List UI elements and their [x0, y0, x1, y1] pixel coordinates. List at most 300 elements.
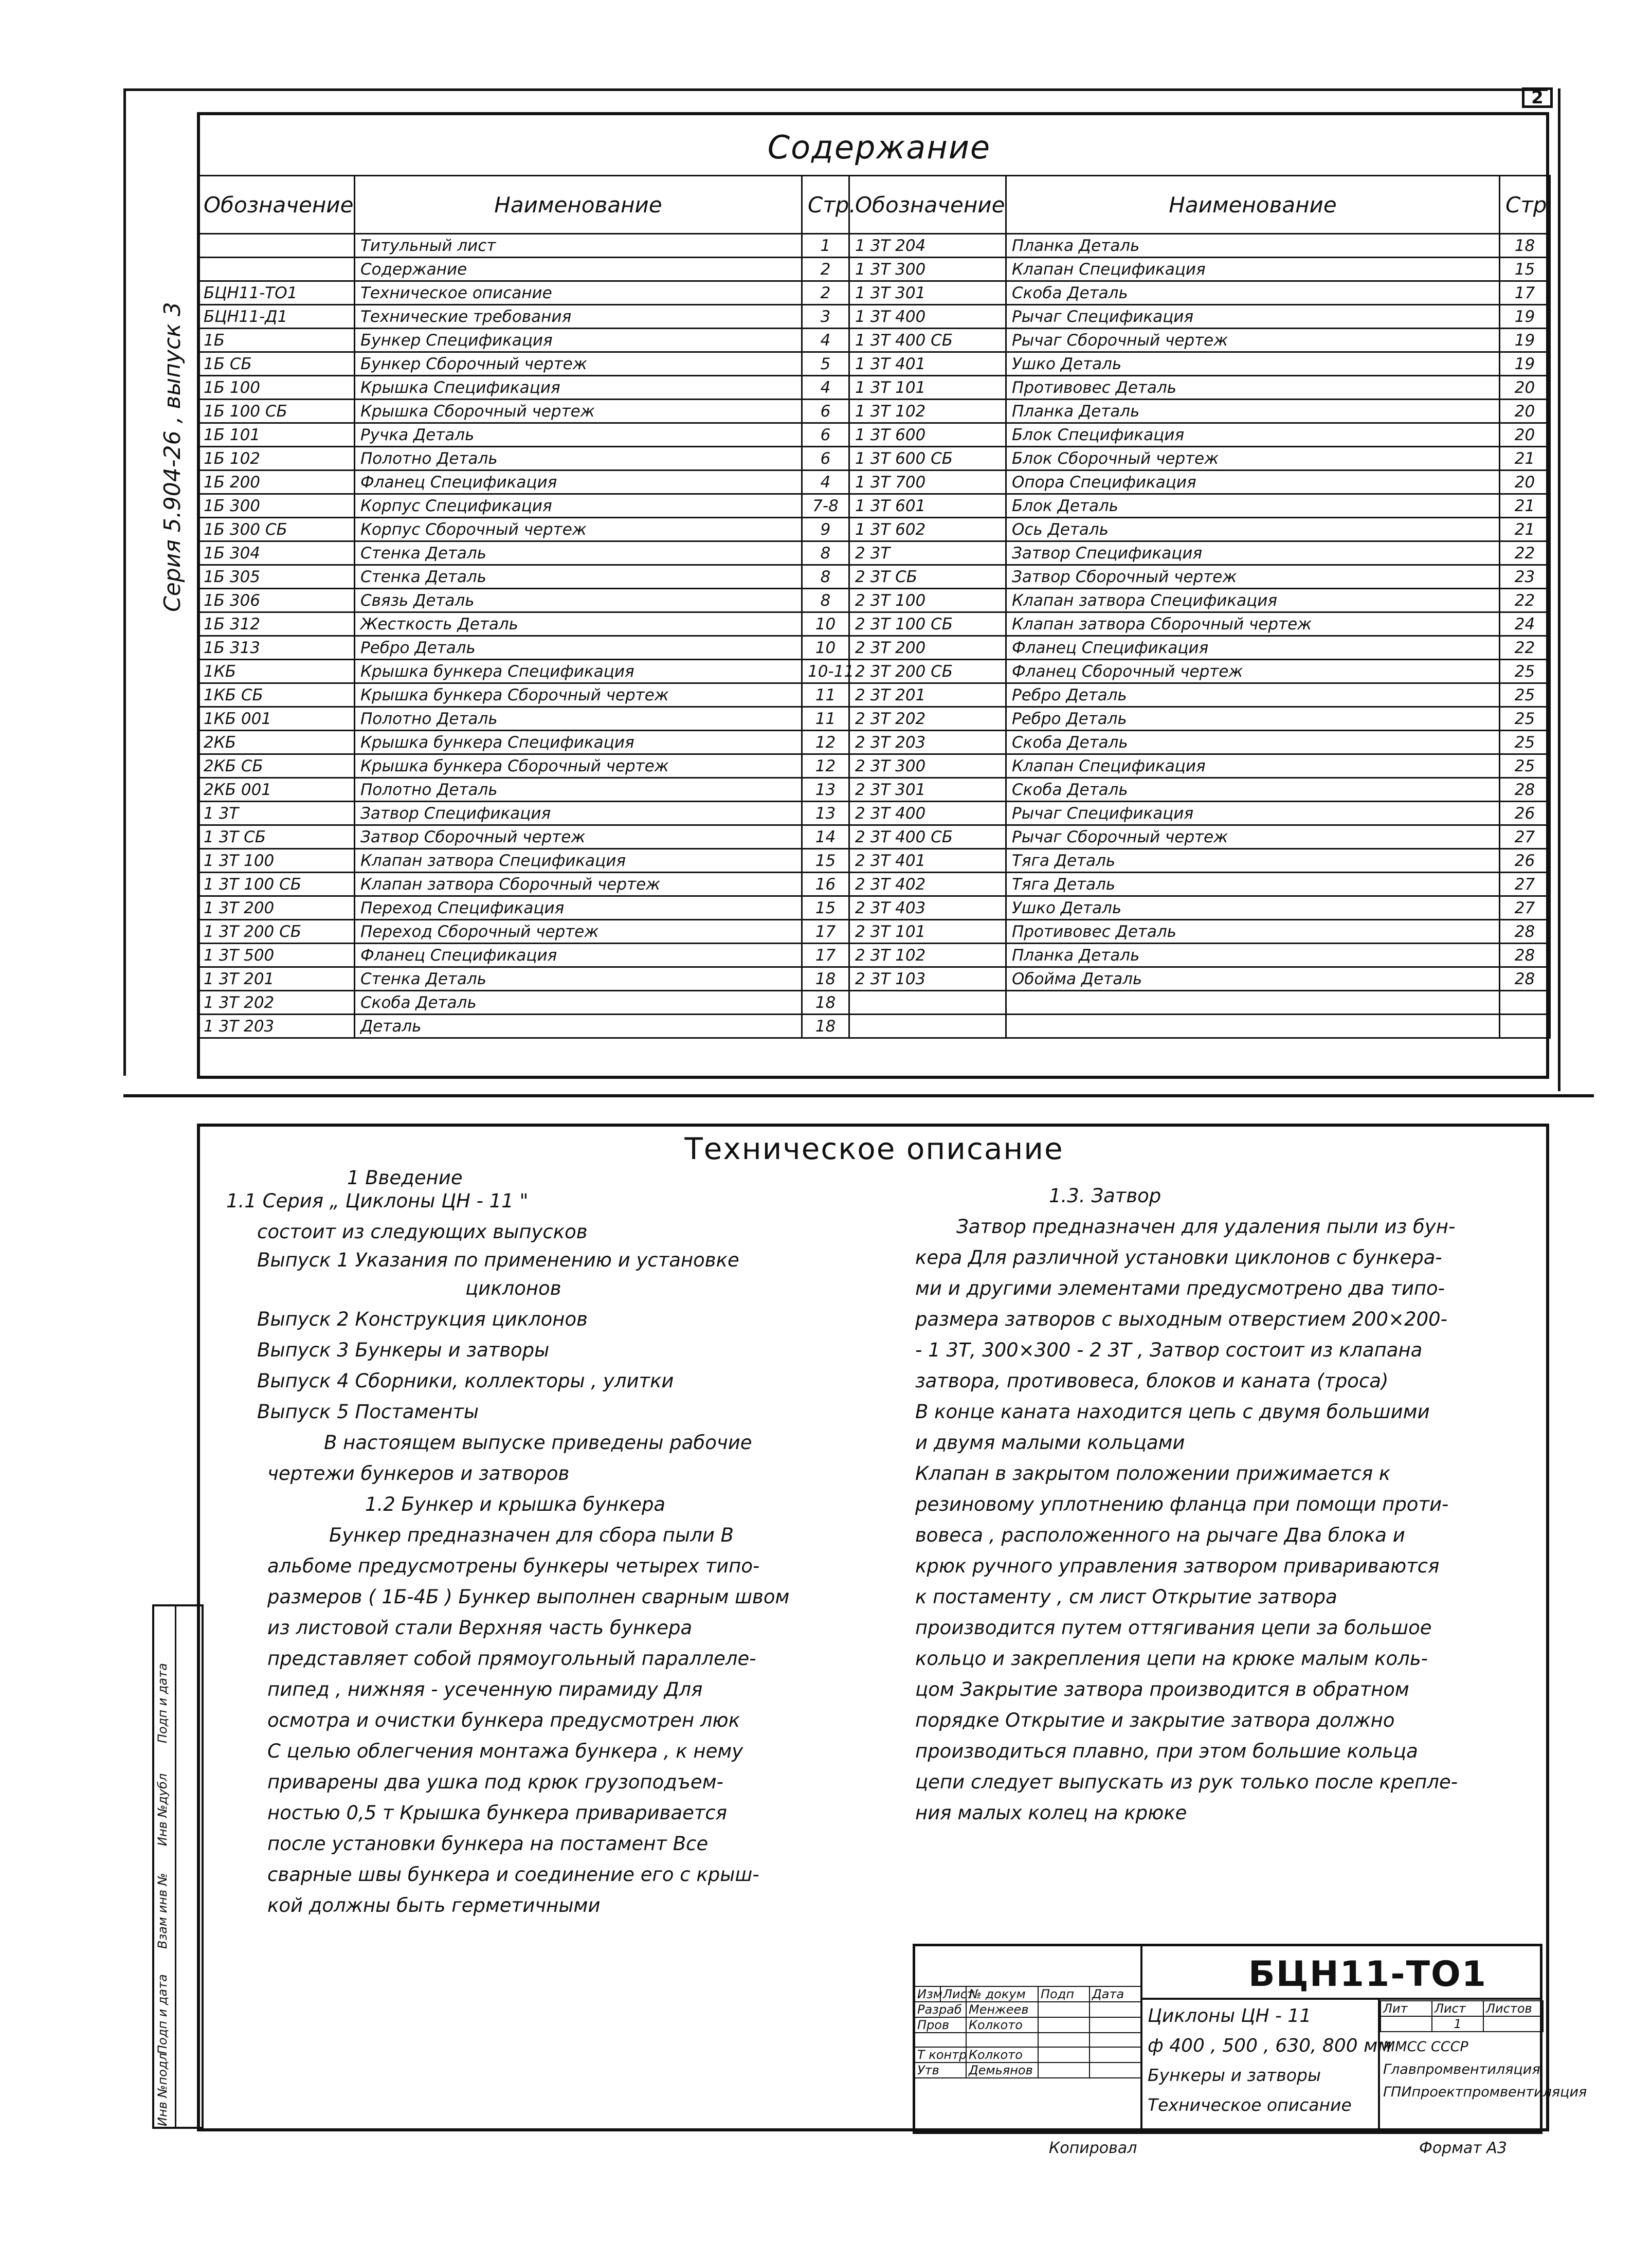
text-line: Выпуск 1 Указания по применению и установке [257, 1249, 739, 1271]
text-line: состоит из следующих выпусков [257, 1221, 588, 1243]
row-page: 4 [802, 376, 849, 400]
row-code: 1КБ СБ [198, 683, 355, 707]
row-name: Скоба Деталь [1006, 281, 1500, 305]
organization-line: ГПИпроектпромвентиляция [1383, 2084, 1587, 2100]
contents-row [198, 376, 1550, 400]
row-code: 1Б 100 СБ [198, 400, 355, 423]
row-name: Фланец Спецификация [1006, 636, 1500, 660]
row-name: Ребро Деталь [355, 636, 802, 660]
row-name: Клапан затвора Спецификация [1006, 589, 1500, 612]
row-code: 2 3Т 402 [849, 873, 1006, 896]
row-page: 20 [1500, 376, 1550, 400]
header-designation: Обозначение [198, 176, 355, 234]
row-code: 2 3Т 300 [849, 754, 1006, 778]
row-name: Титульный лист [355, 234, 802, 258]
title-block-hline [1141, 1998, 1542, 2000]
row-code: 2 3Т 101 [849, 920, 1006, 944]
contents-row [198, 778, 1550, 802]
side-stamp-label: Инв №дубл [155, 1773, 170, 1846]
row-page: 12 [802, 731, 849, 754]
row-code: 2 3Т 100 [849, 589, 1006, 612]
text-line: кера Для различной установки циклонов с бункера- [915, 1246, 1442, 1269]
section-heading: 1 Введение [347, 1167, 463, 1189]
stage-label: Лит [1381, 2001, 1432, 2016]
signature-mark [1038, 2047, 1090, 2063]
contents-row [198, 683, 1550, 707]
row-code: 1 3Т 301 [849, 281, 1006, 305]
text-line: производится путем оттягивания цепи за большое [915, 1617, 1432, 1639]
row-code: 2 3Т 401 [849, 849, 1006, 873]
row-code: 1 3Т 200 СБ [198, 920, 355, 944]
row-page: 7-8 [802, 494, 849, 518]
row-code [198, 258, 355, 281]
signature-head-cell: Изм [915, 1986, 940, 2002]
row-name: Рычаг Сборочный чертеж [1006, 329, 1500, 352]
contents-row [198, 967, 1550, 991]
row-page: 18 [1500, 234, 1550, 258]
row-page: 14 [802, 825, 849, 849]
text-line: 1.1 Серия „ Циклоны ЦН - 11 " [226, 1190, 529, 1212]
side-stamp-label: Взам инв № [155, 1873, 170, 1949]
row-name: Бункер Сборочный чертеж [355, 352, 802, 376]
contents-row [198, 825, 1550, 849]
row-page: 25 [1500, 660, 1550, 683]
row-page: 25 [1500, 731, 1550, 754]
row-page [1500, 1015, 1550, 1038]
row-name: Стенка Деталь [355, 565, 802, 589]
side-stamp-label: Инв №подл [155, 2053, 170, 2126]
row-page: 26 [1500, 802, 1550, 825]
contents-row [198, 920, 1550, 944]
row-code: 1Б 304 [198, 541, 355, 565]
row-code: 1 3Т 203 [198, 1015, 355, 1038]
row-page: 5 [802, 352, 849, 376]
row-code: 1 3Т 100 [198, 849, 355, 873]
row-name: Клапан затвора Сборочный чертеж [355, 873, 802, 896]
contents-row [198, 873, 1550, 896]
row-name: Деталь [355, 1015, 802, 1038]
row-page: 15 [1500, 258, 1550, 281]
text-line: Затвор предназначен для удаления пыли из бун- [956, 1216, 1456, 1238]
row-page: 21 [1500, 518, 1550, 541]
row-name: Блок Сборочный чертеж [1006, 447, 1500, 471]
row-page: 11 [802, 683, 849, 707]
header-name-2: Наименование [1006, 176, 1500, 234]
text-line: чертежи бункеров и затворов [267, 1462, 570, 1485]
copied-label: Копировал [1049, 2139, 1137, 2157]
row-name: Противовес Деталь [1006, 920, 1500, 944]
row-code: 1Б 100 [198, 376, 355, 400]
row-code: 1 3Т 101 [849, 376, 1006, 400]
signature-person [966, 2033, 1038, 2047]
signature-head-cell: Дата [1090, 1986, 1141, 2002]
contents-row [198, 423, 1550, 447]
contents-row [198, 518, 1550, 541]
text-line: крюк ручного управления затвором привариваются [915, 1555, 1440, 1577]
row-page: 6 [802, 423, 849, 447]
text-line: резиновому уплотнению фланца при помощи проти- [915, 1493, 1449, 1515]
text-line: представляет собой прямоугольный параллеле- [267, 1648, 756, 1670]
row-code [849, 991, 1006, 1015]
header-page: Стр. [802, 176, 849, 234]
signature-head-cell: Подп [1038, 1986, 1090, 2002]
row-page: 20 [1500, 471, 1550, 494]
row-page: 22 [1500, 636, 1550, 660]
row-page: 25 [1500, 707, 1550, 731]
row-page: 28 [1500, 920, 1550, 944]
row-page: 16 [802, 873, 849, 896]
row-code: 1 3Т 202 [198, 991, 355, 1015]
row-page: 26 [1500, 849, 1550, 873]
row-page: 27 [1500, 873, 1550, 896]
row-code: 1Б 200 [198, 471, 355, 494]
contents-row [198, 565, 1550, 589]
row-page: 8 [802, 565, 849, 589]
header-name: Наименование [355, 176, 802, 234]
section-separator [123, 1094, 1594, 1097]
sheets-value [1483, 2016, 1543, 2032]
row-code: 1 3Т 400 СБ [849, 329, 1006, 352]
text-line: циклонов [465, 1277, 561, 1299]
row-code: 1Б 101 [198, 423, 355, 447]
text-line: размера затворов с выходным отверстием 200×200- [915, 1308, 1448, 1330]
row-code: 1 3Т 200 [198, 896, 355, 920]
signature-role [915, 2033, 966, 2047]
description-title: Техническое описание [684, 1131, 1064, 1166]
row-code: 1КБ [198, 660, 355, 683]
row-code: 1 3Т 600 [849, 423, 1006, 447]
text-line: альбоме предусмотрены бункеры четырех типо- [267, 1555, 760, 1577]
row-name: Затвор Сборочный чертеж [1006, 565, 1500, 589]
row-name: Клапан затвора Спецификация [355, 849, 802, 873]
contents-table [197, 175, 1551, 1039]
row-name: Затвор Сборочный чертеж [355, 825, 802, 849]
signature-body [915, 1986, 1141, 2078]
contents-row [198, 281, 1550, 305]
row-code: 2 3Т СБ [849, 565, 1006, 589]
signature-date [1090, 2047, 1141, 2063]
row-page: 17 [802, 920, 849, 944]
sheet-value: 1 [1432, 2016, 1483, 2032]
row-name: Ручка Деталь [355, 423, 802, 447]
row-code: 1 3Т 500 [198, 944, 355, 967]
text-line: вовеса , расположенного на рычаге Два блока и [915, 1524, 1405, 1546]
row-name: Крышка бункера Спецификация [355, 660, 802, 683]
row-code: 1Б 300 [198, 494, 355, 518]
text-line: ми и другими элементами предусмотрено два типо- [915, 1277, 1445, 1299]
row-page: 24 [1500, 612, 1550, 636]
row-name: Ушко Деталь [1006, 896, 1500, 920]
text-line: В конце каната находится цепь с двумя большими [915, 1401, 1430, 1423]
row-page: 21 [1500, 447, 1550, 471]
row-name: Связь Деталь [355, 589, 802, 612]
signature-person: Колкото [966, 2017, 1038, 2033]
contents-row [198, 731, 1550, 754]
row-name: Затвор Спецификация [355, 802, 802, 825]
row-name: Жесткость Деталь [355, 612, 802, 636]
text-line: из листовой стали Верхняя часть бункера [267, 1617, 693, 1639]
row-page: 15 [802, 896, 849, 920]
row-name: Опора Спецификация [1006, 471, 1500, 494]
contents-row [198, 849, 1550, 873]
row-name: Стенка Деталь [355, 967, 802, 991]
signature-role: Утв [915, 2063, 966, 2078]
contents-row [198, 494, 1550, 518]
row-page: 2 [802, 258, 849, 281]
row-page: 12 [802, 754, 849, 778]
row-page: 10 [802, 636, 849, 660]
row-code: 1 3Т 700 [849, 471, 1006, 494]
text-line: пипед , нижняя - усеченную пирамиду Для [267, 1678, 703, 1701]
row-name: Обойма Деталь [1006, 967, 1500, 991]
side-stamp-label: Подп и дата [155, 1974, 170, 2054]
row-name: Блок Деталь [1006, 494, 1500, 518]
row-page: 11 [802, 707, 849, 731]
row-name: Техническое описание [355, 281, 802, 305]
row-name: Содержание [355, 258, 802, 281]
row-page: 4 [802, 329, 849, 352]
organization-line: ММСС СССР [1383, 2039, 1468, 2055]
row-page: 18 [802, 1015, 849, 1038]
row-name: Скоба Деталь [355, 991, 802, 1015]
row-name: Крышка бункера Спецификация [355, 731, 802, 754]
row-code: 1 3Т [198, 802, 355, 825]
row-page: 6 [802, 400, 849, 423]
contents-row [198, 352, 1550, 376]
row-page: 19 [1500, 352, 1550, 376]
contents-row [198, 471, 1550, 494]
signature-head-cell: Лист [940, 1986, 966, 2002]
row-code: 1Б 305 [198, 565, 355, 589]
row-name: Полотно Деталь [355, 707, 802, 731]
row-code: 1 3Т СБ [198, 825, 355, 849]
frame-right-line [1558, 88, 1560, 1091]
row-code: 1КБ 001 [198, 707, 355, 731]
header-page-2: Стр [1500, 176, 1550, 234]
row-name: Бункер Спецификация [355, 329, 802, 352]
header-designation-2: Обозначение [849, 176, 1006, 234]
row-name: Клапан Спецификация [1006, 258, 1500, 281]
text-line: производиться плавно, при этом большие кольца [915, 1740, 1418, 1762]
row-page: 4 [802, 471, 849, 494]
row-code [849, 1015, 1006, 1038]
row-code [198, 234, 355, 258]
signature-role: Пров [915, 2017, 966, 2033]
row-code: 2 3Т 201 [849, 683, 1006, 707]
contents-row [198, 612, 1550, 636]
page-number: 2 [1522, 87, 1553, 108]
row-page: 25 [1500, 683, 1550, 707]
row-page: 28 [1500, 944, 1550, 967]
row-page: 6 [802, 447, 849, 471]
row-name [1006, 1015, 1500, 1038]
text-line: к постаменту , см лист Открытие затвора [915, 1586, 1337, 1608]
row-page: 23 [1500, 565, 1550, 589]
product-line: Техническое описание [1148, 2095, 1352, 2115]
side-stamp-label: Подп и дата [155, 1663, 170, 1743]
contents-row [198, 234, 1550, 258]
row-name: Полотно Деталь [355, 778, 802, 802]
text-line: сварные швы бункера и соединение его с крыш- [267, 1864, 759, 1886]
row-code: БЦН11-ТО1 [198, 281, 355, 305]
row-name: Блок Спецификация [1006, 423, 1500, 447]
row-name: Планка Деталь [1006, 944, 1500, 967]
row-code: 2КБ СБ [198, 754, 355, 778]
row-name: Клапан Спецификация [1006, 754, 1500, 778]
contents-row [198, 636, 1550, 660]
row-name: Тяга Деталь [1006, 873, 1500, 896]
row-page: 25 [1500, 754, 1550, 778]
sheet-label: Лист [1432, 2001, 1483, 2016]
row-name: Планка Деталь [1006, 400, 1500, 423]
contents-row [198, 400, 1550, 423]
row-code: 1Б 313 [198, 636, 355, 660]
row-page: 22 [1500, 541, 1550, 565]
row-code: 2 3Т 403 [849, 896, 1006, 920]
text-line: и двумя малыми кольцами [915, 1432, 1185, 1454]
organization-line: Главпромвентиляция [1383, 2061, 1540, 2077]
row-code: 1 3Т 201 [198, 967, 355, 991]
row-name: Крышка бункера Сборочный чертеж [355, 754, 802, 778]
row-name: Переход Сборочный чертеж [355, 920, 802, 944]
signature-mark [1038, 2017, 1090, 2033]
signature-date [1090, 2063, 1141, 2078]
row-code: 1Б 306 [198, 589, 355, 612]
product-line: ф 400 , 500 , 630, 800 мм [1148, 2035, 1392, 2056]
row-code: БЦН11-Д1 [198, 305, 355, 329]
side-stamp-divider [175, 1606, 176, 2127]
row-page: 18 [802, 991, 849, 1015]
row-page: 21 [1500, 494, 1550, 518]
row-code: 1Б СБ [198, 352, 355, 376]
row-code: 1Б [198, 329, 355, 352]
row-page: 19 [1500, 305, 1550, 329]
row-name: Фланец Сборочный чертеж [1006, 660, 1500, 683]
row-name: Ребро Деталь [1006, 683, 1500, 707]
frame-left-line [123, 88, 126, 1076]
text-line: приварены два ушка под крюк грузоподъем- [267, 1771, 723, 1793]
contents-row [198, 660, 1550, 683]
contents-title: Содержание [767, 129, 991, 166]
row-page: 10 [802, 612, 849, 636]
row-name: Полотно Деталь [355, 447, 802, 471]
contents-row [198, 329, 1550, 352]
row-code: 1 3Т 400 [849, 305, 1006, 329]
row-name: Технические требования [355, 305, 802, 329]
row-name: Фланец Спецификация [355, 471, 802, 494]
doc-code: БЦН11-ТО1 [1248, 1954, 1487, 1995]
row-page: 20 [1500, 423, 1550, 447]
text-line: порядке Открытие и закрытие затвора должно [915, 1709, 1395, 1731]
row-code: 1 3Т 601 [849, 494, 1006, 518]
row-name: Крышка Спецификация [355, 376, 802, 400]
row-page: 17 [1500, 281, 1550, 305]
contents-row [198, 541, 1550, 565]
contents-header-row [198, 176, 1550, 234]
signature-person: Менжеев [966, 2002, 1038, 2017]
text-line: цом Закрытие затвора производится в обратном [915, 1678, 1409, 1701]
signature-table [914, 1986, 1141, 2078]
row-page: 19 [1500, 329, 1550, 352]
text-line: цепи следует выпускать из рук только после крепле- [915, 1771, 1458, 1793]
row-page: 8 [802, 589, 849, 612]
row-page: 27 [1500, 896, 1550, 920]
row-code: 1 3Т 204 [849, 234, 1006, 258]
format-label: Формат А3 [1419, 2139, 1507, 2157]
row-page: 28 [1500, 778, 1550, 802]
signature-date [1090, 2017, 1141, 2033]
signature-role: Разраб [915, 2002, 966, 2017]
row-page: 22 [1500, 589, 1550, 612]
text-line: Бункер предназначен для сбора пыли В [329, 1524, 734, 1546]
text-line: Выпуск 5 Постаменты [257, 1401, 479, 1423]
row-page: 13 [802, 778, 849, 802]
signature-role: Т контр [915, 2047, 966, 2063]
signature-date [1090, 2033, 1141, 2047]
product-line: Бункеры и затворы [1148, 2065, 1321, 2085]
text-line: В настоящем выпуске приведены рабочие [324, 1432, 752, 1454]
row-name [1006, 991, 1500, 1015]
sheet-table [1380, 2000, 1544, 2032]
row-name: Стенка Деталь [355, 541, 802, 565]
row-code: 2 3Т 202 [849, 707, 1006, 731]
row-name: Фланец Спецификация [355, 944, 802, 967]
contents-row [198, 305, 1550, 329]
row-name: Рычаг Сборочный чертеж [1006, 825, 1500, 849]
text-line: Выпуск 4 Сборники, коллекторы , улитки [257, 1370, 674, 1392]
signature-person: Демьянов [966, 2063, 1038, 2078]
text-line: ния малых колец на крюке [915, 1802, 1187, 1824]
row-page [1500, 991, 1550, 1015]
row-page: 13 [802, 802, 849, 825]
text-line: кой должны быть герметичными [267, 1894, 601, 1916]
row-page: 20 [1500, 400, 1550, 423]
row-code: 1Б 312 [198, 612, 355, 636]
text-line: ностью 0,5 т Крышка бункера приваривается [267, 1802, 728, 1824]
row-code: 1 3Т 602 [849, 518, 1006, 541]
row-page: 27 [1500, 825, 1550, 849]
row-page: 3 [802, 305, 849, 329]
frame-top-line [123, 88, 1548, 91]
contents-row [198, 802, 1550, 825]
contents-body [198, 234, 1550, 1038]
text-line: С целью облегчения монтажа бункера , к нему [267, 1740, 743, 1762]
text-line: Клапан в закрытом положении прижимается к [915, 1462, 1391, 1485]
row-name: Планка Деталь [1006, 234, 1500, 258]
row-code: 2 3Т 103 [849, 967, 1006, 991]
row-name: Затвор Спецификация [1006, 541, 1500, 565]
signature-date [1090, 2002, 1141, 2017]
row-name: Клапан затвора Сборочный чертеж [1006, 612, 1500, 636]
row-page: 10-11 [802, 660, 849, 683]
text-line: размеров ( 1Б-4Б ) Бункер выполнен сварным швом [267, 1586, 790, 1608]
row-page: 9 [802, 518, 849, 541]
row-code: 2 3Т 203 [849, 731, 1006, 754]
signature-head-cell: № докум [966, 1986, 1038, 2002]
row-code: 2 3Т [849, 541, 1006, 565]
row-name: Противовес Деталь [1006, 376, 1500, 400]
row-name: Рычаг Спецификация [1006, 802, 1500, 825]
row-page: 28 [1500, 967, 1550, 991]
contents-row [198, 896, 1550, 920]
sheets-label: Листов [1483, 2001, 1543, 2016]
text-line: после установки бункера на постамент Все [267, 1833, 709, 1855]
row-code: 2 3Т 200 СБ [849, 660, 1006, 683]
section-heading: 1.2 Бункер и крышка бункера [365, 1493, 666, 1515]
row-code: 1Б 300 СБ [198, 518, 355, 541]
contents-row [198, 944, 1550, 967]
contents-row [198, 258, 1550, 281]
